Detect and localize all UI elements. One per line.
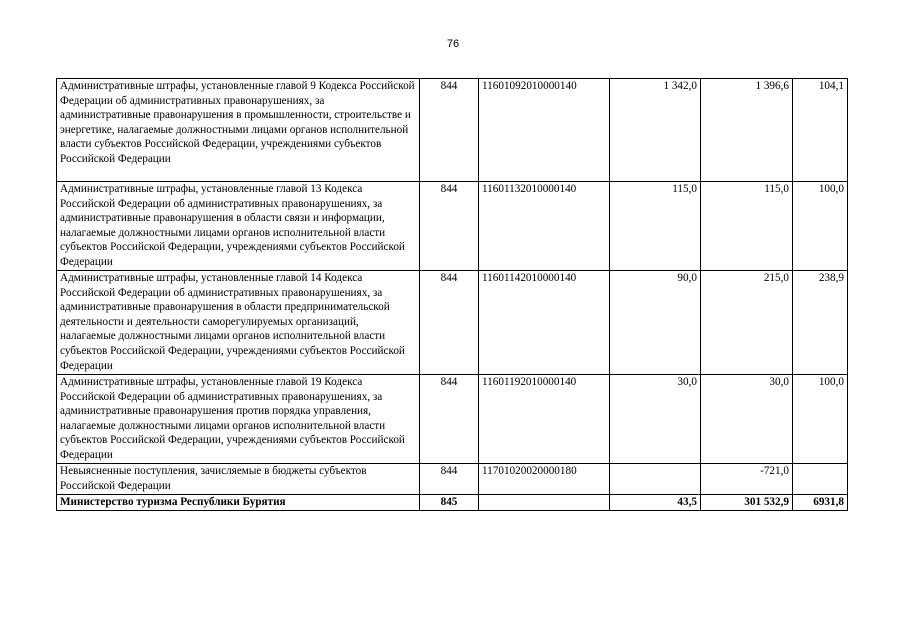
planned-amount-cell: 43,5	[610, 495, 701, 511]
revenue-name-cell: Административные штрафы, установленные главой 13 Кодекса Российской Федерации об административных правонарушениях, за административные правонарушения в области связи и информации, налагаемые должностными лицами органов исполнительной власти субъектов Российской Федерации, учреждениями субъектов Российской Федерации	[57, 182, 420, 271]
actual-amount-cell: -721,0	[701, 464, 793, 495]
planned-amount-cell	[610, 464, 701, 495]
actual-amount-cell: 301 532,9	[701, 495, 793, 511]
budget-code-cell	[479, 495, 610, 511]
revenue-name-cell: Невыясненные поступления, зачисляемые в бюджеты субъектов Российской Федерации	[57, 464, 420, 495]
revenue-name-cell: Административные штрафы, установленные главой 14 Кодекса Российской Федерации об административных правонарушениях, за административные правонарушения в области предпринимательской деятельности и деятельности саморегулируемых организаций, налагаемые должностными лицами органов исполнительной власти субъектов Российской Федерации, учреждениями субъектов Российской Федерации	[57, 271, 420, 375]
administrator-code-cell: 844	[420, 271, 479, 375]
percent-cell: 238,9	[793, 271, 848, 375]
ministry-total-row	[57, 495, 848, 511]
page-number: 76	[446, 38, 460, 50]
table-row	[57, 464, 848, 495]
percent-cell: 6931,8	[793, 495, 848, 511]
budget-code-cell: 11601142010000140	[479, 271, 610, 375]
percent-cell	[793, 464, 848, 495]
budget-code-cell: 11601132010000140	[479, 182, 610, 271]
table-row	[57, 375, 848, 464]
revenue-table	[56, 78, 848, 511]
percent-cell: 104,1	[793, 79, 848, 182]
table-row	[57, 182, 848, 271]
actual-amount-cell: 115,0	[701, 182, 793, 271]
planned-amount-cell: 90,0	[610, 271, 701, 375]
administrator-code-cell: 844	[420, 464, 479, 495]
ministry-name-cell: Министерство туризма Республики Бурятия	[57, 495, 420, 511]
budget-code-cell: 11601092010000140	[479, 79, 610, 182]
actual-amount-cell: 215,0	[701, 271, 793, 375]
revenue-name-cell: Административные штрафы, установленные главой 19 Кодекса Российской Федерации об административных правонарушениях, за административные правонарушения против порядка управления, налагаемые должностными лицами органов исполнительной власти субъектов Российской Федерации, учреждениями субъектов Российской Федерации	[57, 375, 420, 464]
actual-amount-cell: 30,0	[701, 375, 793, 464]
administrator-code-cell: 844	[420, 182, 479, 271]
administrator-code-cell: 845	[420, 495, 479, 511]
planned-amount-cell: 115,0	[610, 182, 701, 271]
administrator-code-cell: 844	[420, 375, 479, 464]
budget-code-cell: 11601192010000140	[479, 375, 610, 464]
planned-amount-cell: 30,0	[610, 375, 701, 464]
table-row	[57, 79, 848, 182]
table-row	[57, 271, 848, 375]
revenue-name-cell: Административные штрафы, установленные главой 9 Кодекса Российской Федерации об административных правонарушениях, за административные правонарушения в промышленности, строительстве и энергетике, налагаемые должностными лицами органов исполнительной власти субъектов Российской Федерации, учреждениями субъектов Российской Федерации	[57, 79, 420, 182]
budget-code-cell: 11701020020000180	[479, 464, 610, 495]
actual-amount-cell: 1 396,6	[701, 79, 793, 182]
percent-cell: 100,0	[793, 375, 848, 464]
planned-amount-cell: 1 342,0	[610, 79, 701, 182]
administrator-code-cell: 844	[420, 79, 479, 182]
percent-cell: 100,0	[793, 182, 848, 271]
